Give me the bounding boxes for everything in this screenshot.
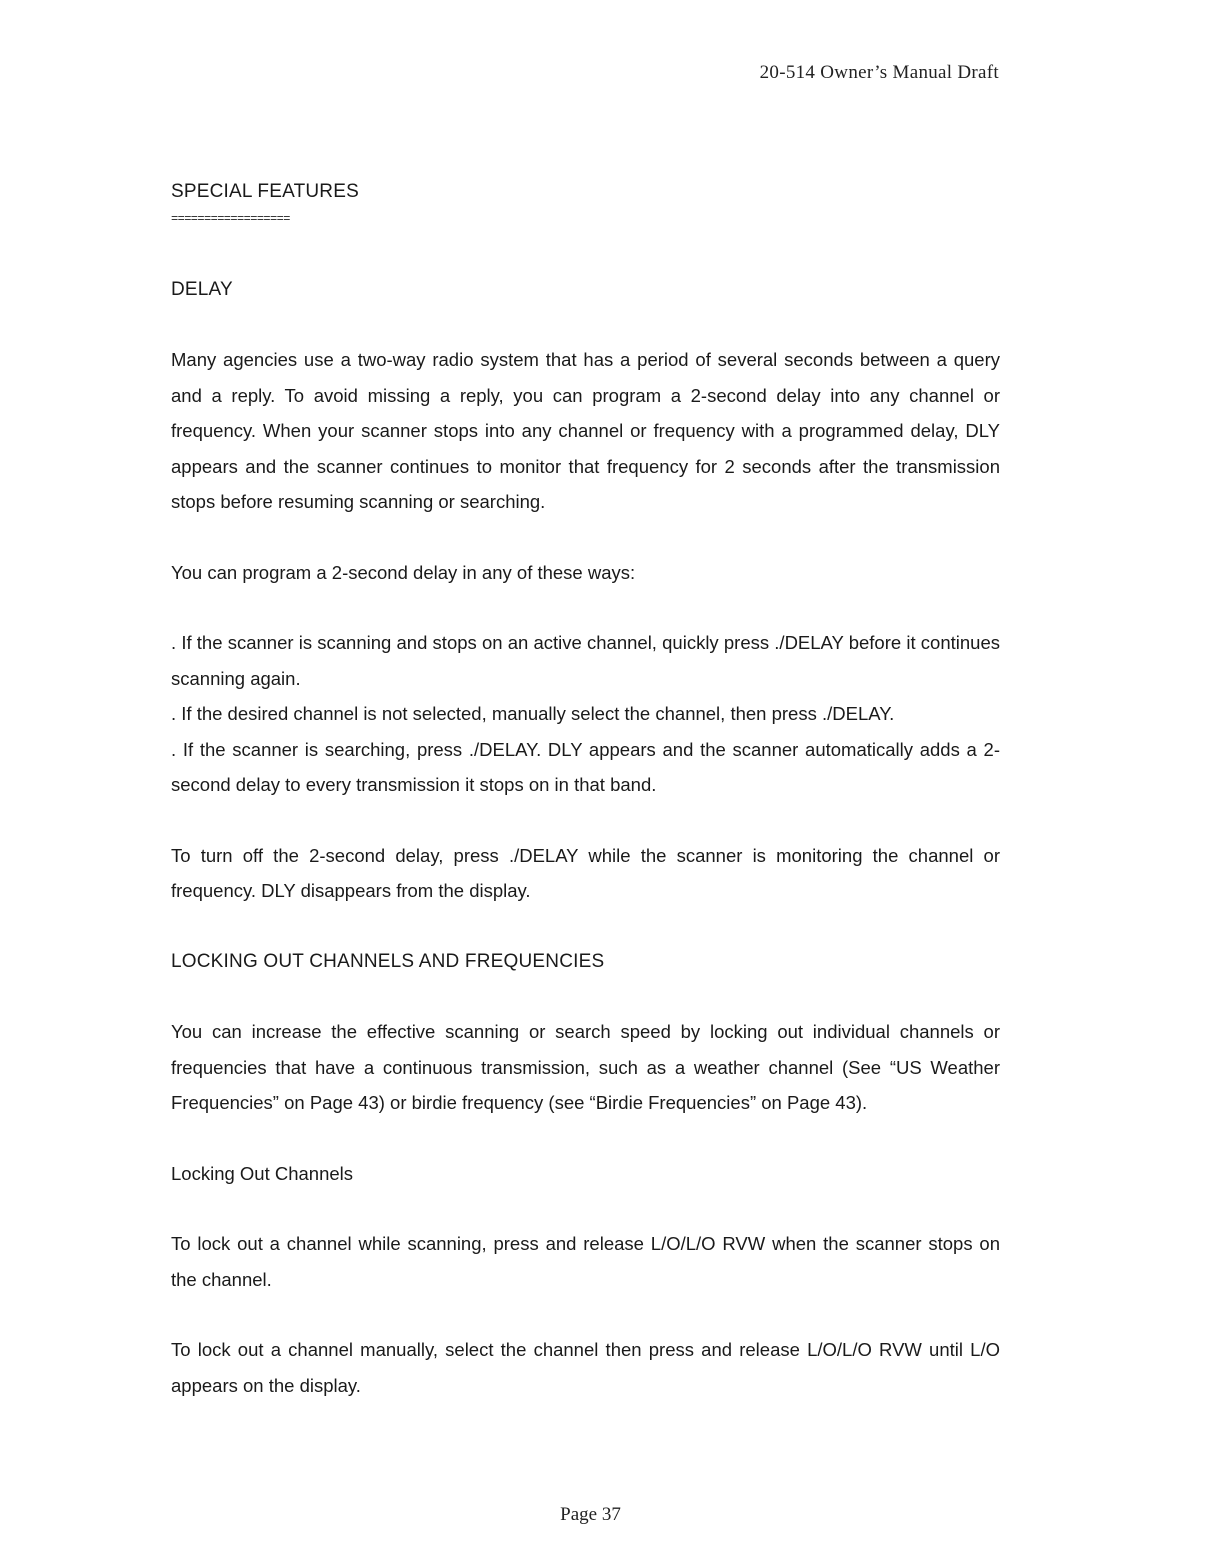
lockout-manual-paragraph: To lock out a channel manually, select the channel then press and release L/O/L/O RVW until L/O appears on the display. (171, 1339, 1000, 1396)
lockout-intro-paragraph: You can increase the effective scanning or search speed by locking out individual channels or frequencies that have a continuous transmission, such as a weather channel (See “US Weather Frequencies” on Page 43) or birdie frequency (see “Birdie Frequencies” on Page 43). (171, 1021, 1000, 1113)
delay-intro-paragraph: Many agencies use a two-way radio system that has a period of several seconds between a query and a reply. To avoid missing a reply, you can program a 2-second delay into any channel or frequency. When your scanner stops into any channel or frequency with a programmed delay, DLY appears and the scanner continues to monitor that frequency for 2 seconds after the transmission stops before resuming scanning or searching. (171, 349, 1000, 512)
lockout-scanning-paragraph: To lock out a channel while scanning, press and release L/O/L/O RVW when the scanner stops on the channel. (171, 1233, 1000, 1290)
section-title: SPECIAL FEATURES (171, 181, 359, 202)
document-header-title: 20-514 Owner’s Manual Draft (759, 62, 999, 83)
lockout-heading: LOCKING OUT CHANNELS AND FREQUENCIES (171, 950, 605, 972)
delay-bullet-item: . If the scanner is scanning and stops on an active channel, quickly press ./DELAY before it continues scanning again. (171, 632, 1000, 689)
delay-heading: DELAY (171, 278, 233, 300)
delay-ways-intro: You can program a 2-second delay in any of these ways: (171, 561, 636, 583)
delay-bullet-item: . If the scanner is searching, press ./DELAY. DLY appears and the scanner automatically adds a 2-second delay to every transmission it stops on in that band. (171, 738, 1000, 795)
lockout-sub-heading: Locking Out Channels (171, 1162, 354, 1184)
delay-turn-off-paragraph: To turn off the 2-second delay, press ./DELAY while the scanner is monitoring the channel or frequency. DLY disappears from the display. (171, 844, 1000, 901)
section-title-underline: ================== (171, 211, 290, 226)
page-content (171, 174, 1000, 1403)
page-number: Page 37 (560, 1504, 621, 1525)
delay-bullet-item: . If the desired channel is not selected, manually select the channel, then press ./DELAY. (171, 703, 895, 724)
